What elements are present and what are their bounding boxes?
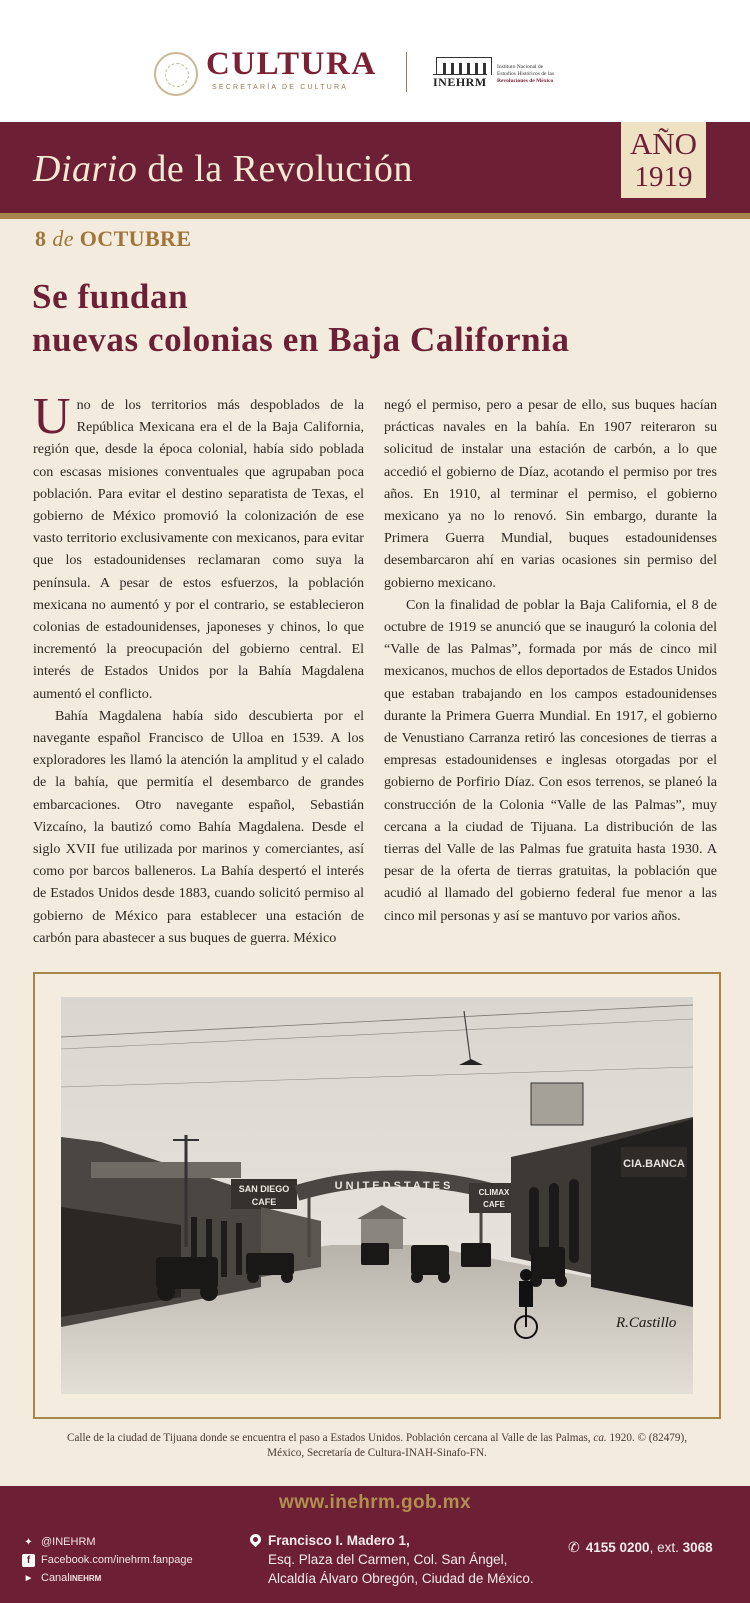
street-address: Francisco I. Madero 1, — [268, 1533, 410, 1548]
article-column-left — [33, 388, 364, 949]
address-line-3: Alcaldía Álvaro Obregón, Ciudad de México. — [268, 1571, 534, 1586]
youtube-link[interactable]: ▶ Canal INEHRM — [22, 1569, 193, 1587]
paragraph-4: Con la finalidad de poblar la Baja California, el 8 de octubre de 1919 se anunció que se inauguró la colonia del “Valle de las Palmas”, formada por más de cinco mil mexicanos, muchos de ellos deportados de Estados Unidos que estaban trabajando en los campos estadounidenses durante la Primera Guerra Mundial. En 1917, el gobierno de Venustiano Carranza retiró las concesiones de tierras a empresas estadounidenses e inglesas otorgadas por el gobierno de Porfirio Díaz. Con esos terrenos, se planeó la construcción de la Colonia “Valle de las Palmas”, muy cercana a la ciudad de Tijuana. La distribución de las tierras del Valle de las Palmas fue gratuita hasta 1930. A pesar de la oferta de tierras gratuitas, la población que acudió al llamado del gobierno federal fue menor a las cinco mil personas y así se mantuvo por varios años. — [384, 596, 717, 924]
social-links — [22, 1533, 193, 1587]
facebook-link[interactable]: f Facebook.com/inehrm.fanpage — [22, 1551, 193, 1569]
paragraph-1: Uno de los territorios más despoblados de la República Mexicana era el de la Baja California, región que, desde la época colonial, había sido poblada con escasas misiones conventuales que agrupaban poca población. Para evitar el destino separatista de Texas, el gobierno de México promovió la colonización de ese vasto territorio exclusivamente con mexicanos, para evitar que los estadounidenses reclamaran como suya la península. A pesar de estos esfuerzos, la población mexicana no aumentó y por el contrario, se establecieron colonias de estadounidenses, japoneses y chinos, lo que incrementó la preocupación del gobierno central. El interés de Estados Unidos por la Bahía Magdalena aumentó el conflicto. — [33, 388, 364, 702]
gold-rule — [0, 213, 750, 219]
paragraph-2: Bahía Magdalena había sido descubierta por el navegante español Francisco de Ulloa en 1539. A los exploradores les llamó la atención la amplitud y el calado de la bahía, que permitía el desembarco de grandes embarcaciones. Otro navegante español, Sebastián Vizcaíno, la bautizó como Bahía Magdalena. Desde el siglo XVII fue utilizada por marinos y comerciantes, así como por barcos balleneros. La Bahía despertó el interés de Estados Unidos desde 1883, cuando solicitó permiso al gobierno de México para establecer una estación de carbón para abastecer a sus buques de guerra. México — [33, 707, 364, 946]
photo-frame — [33, 972, 721, 1419]
article-column-right — [384, 394, 717, 927]
historic-street-photo — [61, 997, 693, 1394]
article-headline: Se fundan nuevas colonias en Baja California — [32, 277, 570, 359]
article-date: 8 de OCTUBRE — [35, 226, 192, 251]
arch-sign-text: UNITEDSTATES — [334, 1180, 454, 1192]
cultura-logo-text: CULTURA — [206, 46, 377, 82]
photo-caption: Calle de la ciudad de Tijuana donde se encuentra el paso a Estados Unidos. Población cercana al Valle de las Palmas, ca. 1920. © (82479), México, Secretaría de Cultura-INAH-Sinafo-FN. — [66, 1432, 688, 1459]
twitter-icon: ✦ — [24, 1536, 33, 1548]
youtube-icon: ▶ — [25, 1574, 32, 1582]
facebook-icon: f — [22, 1554, 35, 1567]
sign-cafe-left: CAFE — [251, 1197, 277, 1207]
series-title: Diario de la Revolución — [33, 148, 413, 190]
address-block — [250, 1531, 534, 1588]
sign-climax: CLIMAX — [478, 1188, 510, 1197]
address-line-2: Esq. Plaza del Carmen, Col. San Ángel, — [268, 1552, 508, 1567]
inehrm-building-icon — [436, 57, 492, 75]
website-link[interactable]: www.inehrm.gob.mx — [279, 1492, 471, 1513]
phone-icon: ✆ — [568, 1539, 580, 1555]
logo-header — [0, 0, 750, 122]
inehrm-logo-text: INEHRM — [433, 75, 487, 89]
inehrm-description: Instituto Nacional de Estudios Históricos de las Revoluciones de México — [497, 64, 554, 84]
year-badge — [621, 122, 706, 198]
sign-cafe-right: CAFE — [483, 1200, 505, 1209]
logo-divider — [406, 52, 407, 92]
paragraph-3: negó el permiso, pero a pesar de ello, sus buques hacían prácticas navales en la bahía. En 1907 reiteraron su solicitud de instalar una estación de carbón, a lo que accedió el gobierno de Díaz, acotando el permiso por tres años. En 1910, al terminar el permiso, el gobierno mexicano ya no lo renovó. Sin embargo, durante la Primera Guerra Mundial, buques estadounidenses desembarcaron ahí en varias ocasiones sin permiso del gobierno mexicano. — [384, 397, 717, 591]
sign-banca: CIA.BANCA — [623, 1158, 685, 1170]
coat-of-arms-icon — [154, 52, 198, 96]
photographer-signature: R.Castillo — [616, 1315, 677, 1331]
sign-san-diego: SAN DIEGO — [238, 1184, 290, 1194]
phone-number[interactable]: ✆ 4155 0200, ext. 3068 — [568, 1539, 713, 1555]
secretaria-logo-text: SECRETARÍA DE CULTURA — [212, 84, 349, 91]
year-label: AÑO — [629, 126, 698, 161]
drop-cap: U — [33, 388, 71, 445]
year-value: 1919 — [634, 161, 693, 193]
twitter-link[interactable]: ✦ @INEHRM — [22, 1533, 193, 1551]
